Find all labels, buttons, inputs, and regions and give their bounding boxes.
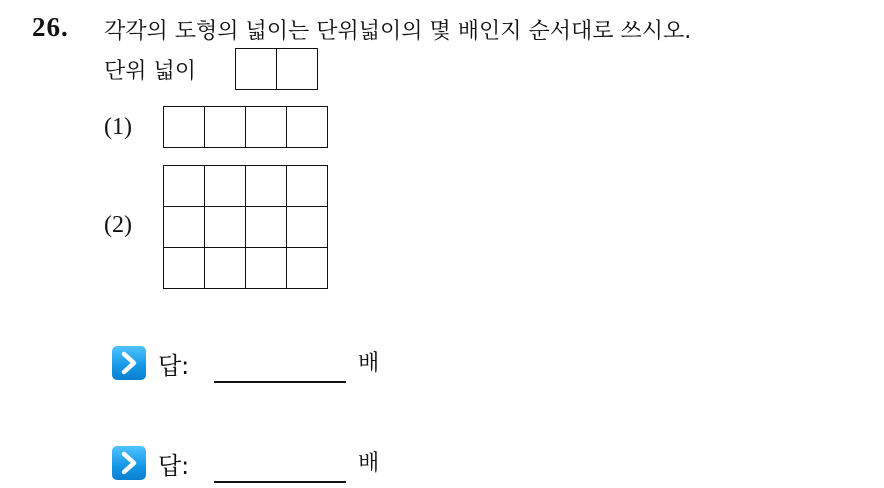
grid-cell — [246, 166, 287, 207]
grid-cell — [246, 248, 287, 289]
question-text: 각각의 도형의 넓이는 단위넓이의 몇 배인지 순서대로 쓰시오. — [104, 19, 692, 44]
grid-cell — [164, 107, 205, 148]
part1-figure — [163, 106, 328, 148]
grid-cell — [164, 248, 205, 289]
grid-cell — [287, 107, 328, 148]
grid-cell — [246, 207, 287, 248]
answer-unit: 배 — [358, 451, 380, 476]
grid-cell — [164, 166, 205, 207]
part1-label: (1) — [104, 114, 132, 140]
part2-figure — [163, 165, 328, 289]
grid-cell — [205, 166, 246, 207]
grid-cell — [164, 207, 205, 248]
chevron-right-icon — [112, 446, 146, 480]
grid-cell — [205, 248, 246, 289]
grid-cell — [236, 49, 277, 90]
grid-cell — [277, 49, 318, 90]
chevron-right-icon — [112, 346, 146, 380]
answer-input-line[interactable] — [214, 381, 346, 383]
grid-cell — [287, 166, 328, 207]
part2-label: (2) — [104, 212, 132, 238]
question-number: 26. — [32, 12, 69, 42]
unit-area-label: 단위 넓이 — [104, 59, 197, 84]
answer-input-line[interactable] — [214, 481, 346, 483]
answer-label: 답: — [158, 352, 190, 380]
grid-cell — [205, 107, 246, 148]
answer-label: 답: — [158, 452, 190, 480]
grid-cell — [287, 248, 328, 289]
grid-cell — [287, 207, 328, 248]
grid-cell — [246, 107, 287, 148]
grid-cell — [205, 207, 246, 248]
unit-area-figure — [235, 48, 318, 90]
answer-unit: 배 — [358, 351, 380, 376]
